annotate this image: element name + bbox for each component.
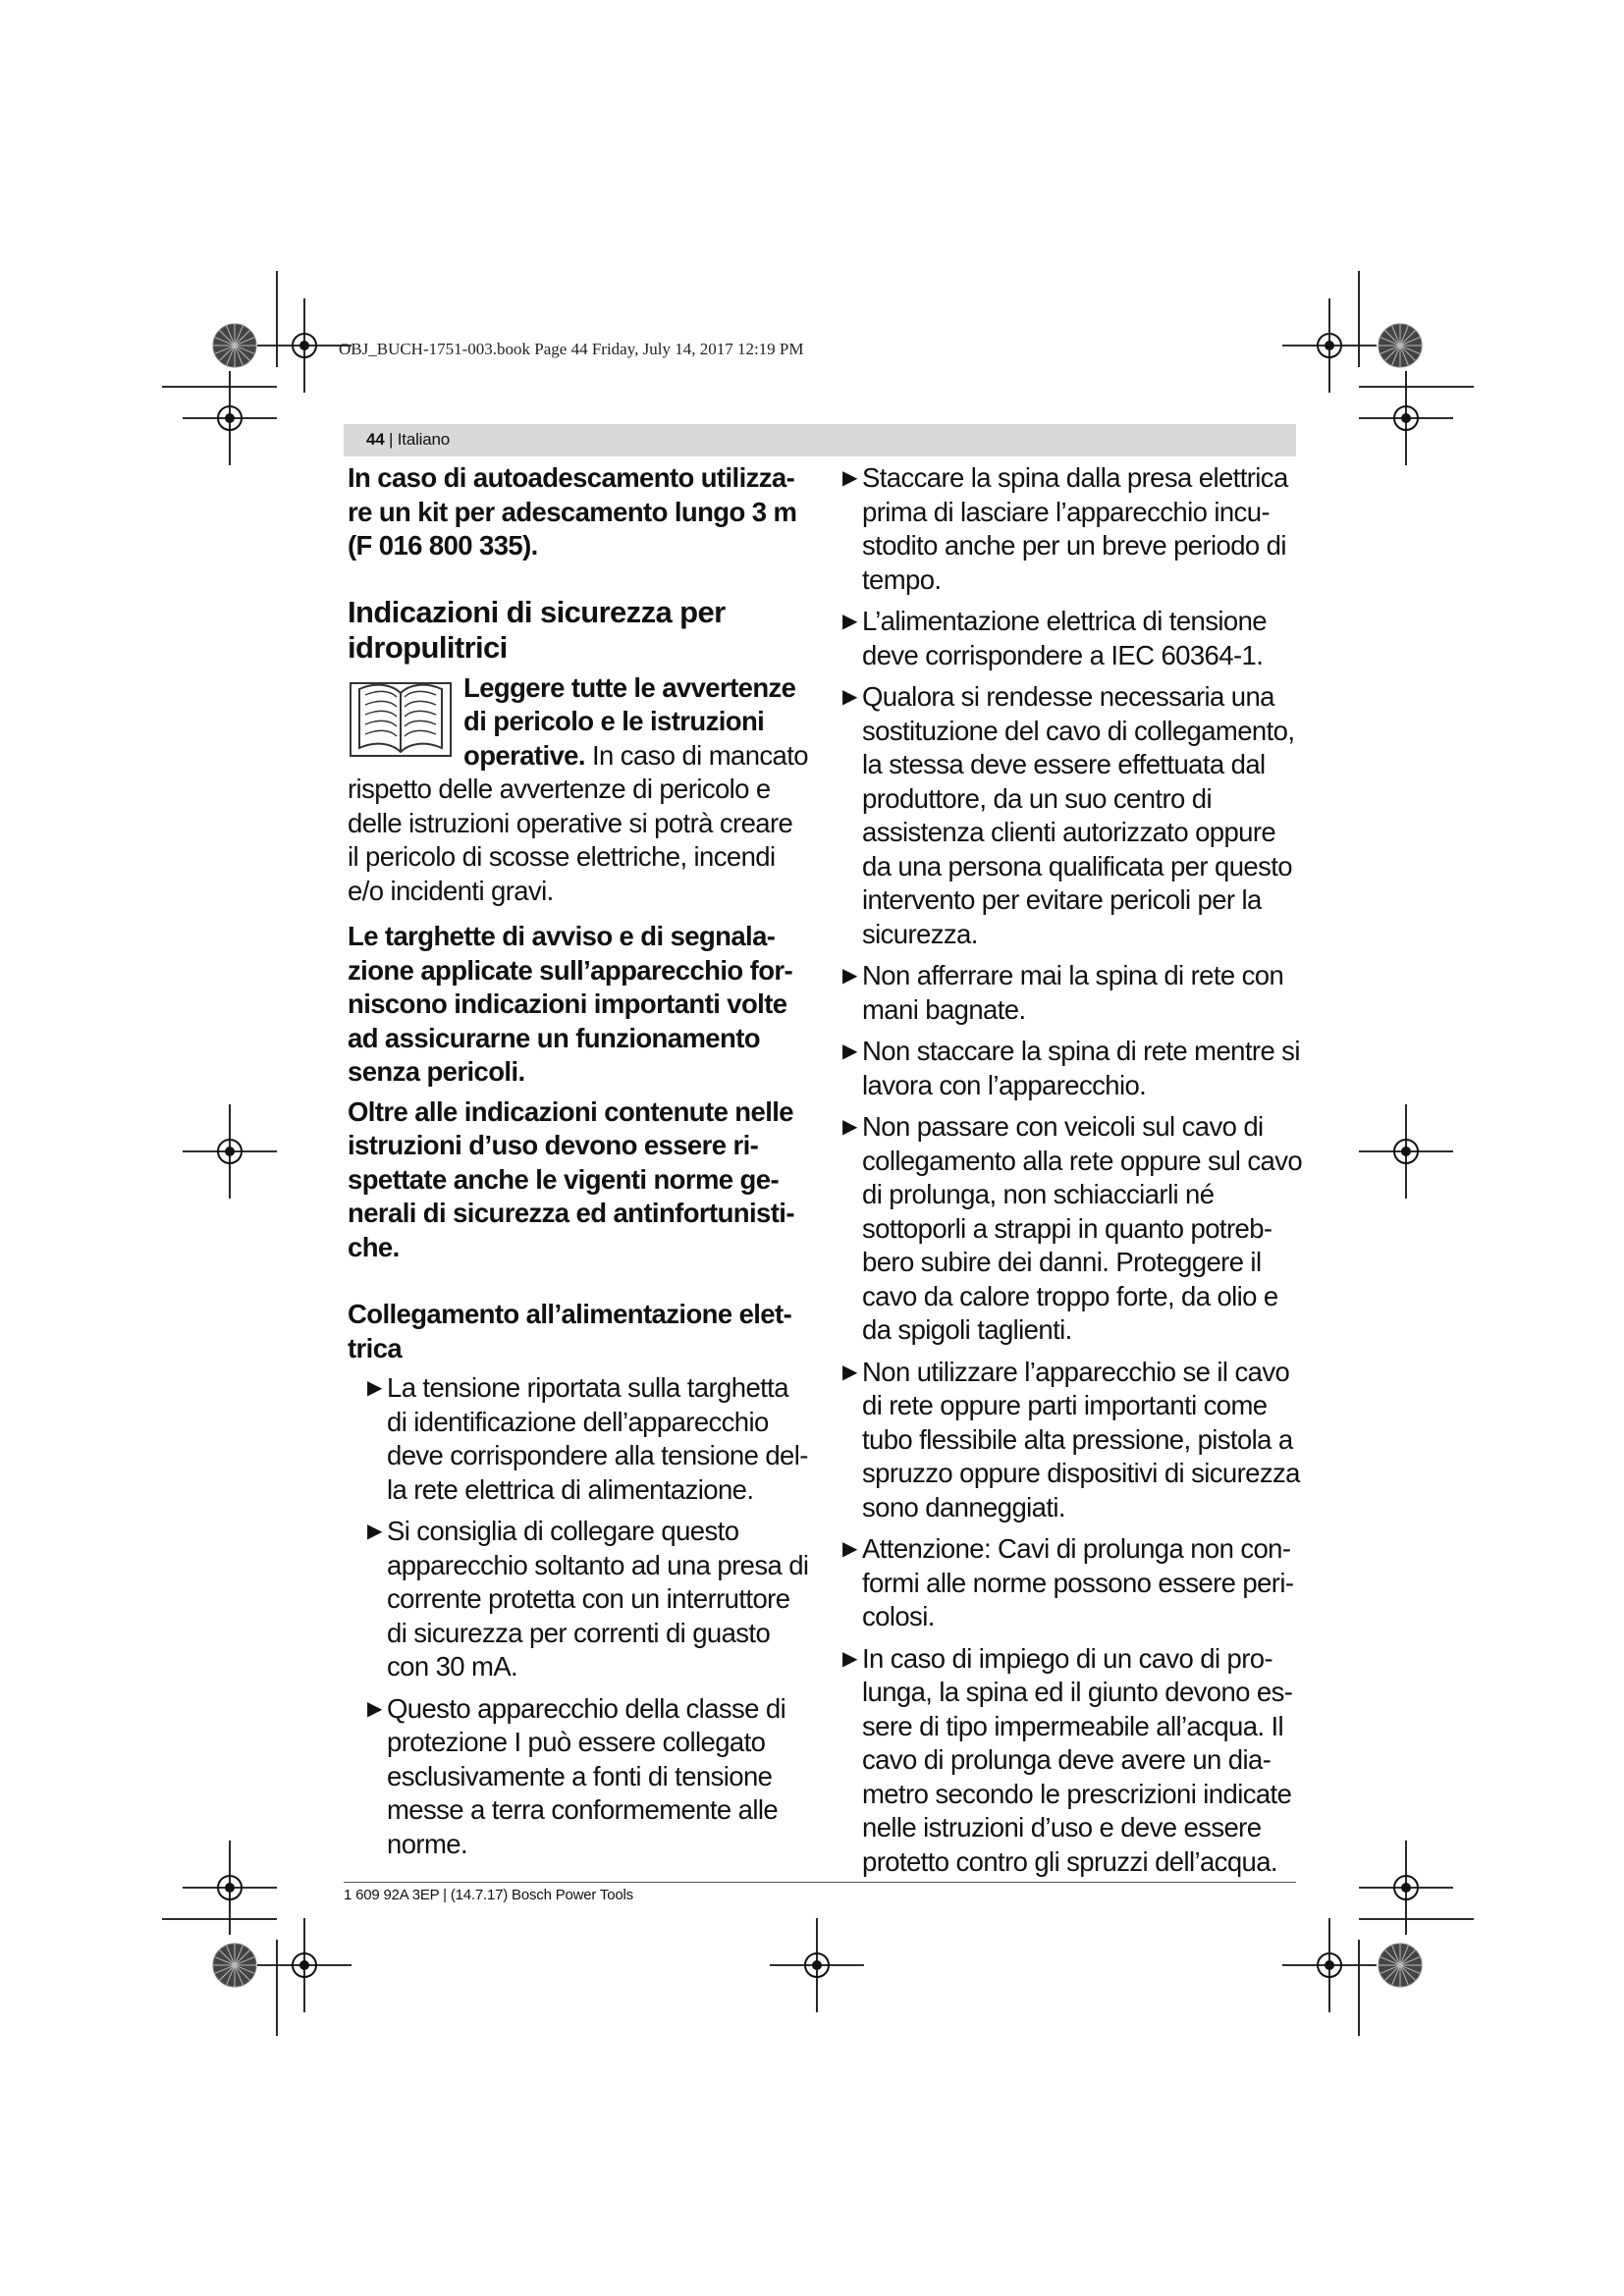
open-book-icon <box>348 675 454 762</box>
bullet-arrow-icon: ▶ <box>842 1361 858 1383</box>
list-item: ▶ Non staccare la spina di rete mentre si lavora con l’apparecchio. <box>842 1036 1300 1100</box>
bullet-arrow-icon: ▶ <box>842 1647 858 1670</box>
crosshair-icon <box>183 371 277 465</box>
crosshair-icon <box>257 298 352 393</box>
electrical-bullets <box>348 1371 809 1861</box>
subsection-title: Collegamento all’alimentazione elettrica <box>348 1299 792 1363</box>
list-item: ▶ Staccare la spina dalla presa elettrica prima di lasciare l’apparecchio incustodito anche per un breve periodo di tempo. <box>842 462 1288 595</box>
crosshair-icon <box>183 1104 277 1199</box>
list-item: ▶ Qualora si rendesse necessaria una sostituzione del cavo di collegamento, la stessa deve essere effettuata dal produttore, da un suo centro di assistenza clienti autorizzato oppure da una persona qualificata per questo intervento per evitare pericoli per la sicurezza. <box>842 681 1295 949</box>
crosshair-icon <box>257 1918 352 2012</box>
bullet-arrow-icon: ▶ <box>367 1521 383 1542</box>
footer-rule <box>344 1882 1296 1883</box>
list-item: ▶ In caso di impiego di un cavo di prolunga, la spina ed il giunto devono essere di tipo impermeabile all’acqua. Il cavo di prolunga deve avere un diametro secondo le prescrizioni indicate nelle istruzioni d’uso e deve essere protetto contro gli spruzzi dell’acqua. <box>842 1642 1293 1877</box>
warning-text: In caso di mancato rispetto delle avvertenze di pericolo e delle istruzioni operative si potrà creare il pericolo di scosse elettriche, incendi e/o incidenti gravi. <box>348 739 808 906</box>
list-item: ▶ Non afferrare mai la spina di rete con mani bagnate. <box>842 960 1284 1025</box>
crosshair-icon <box>183 1841 277 1935</box>
crosshair-icon <box>1359 371 1453 465</box>
page-footer: 1 609 92A 3EP | (14.7.17) Bosch Power Tools <box>344 1887 633 1903</box>
bullet-arrow-icon: ▶ <box>367 1377 383 1399</box>
book-file-info: OBJ_BUCH-1751-003.book Page 44 Friday, July 14, 2017 12:19 PM <box>339 340 804 358</box>
list-item: ▶ Non utilizzare l’apparecchio se il cavo di rete oppure parti importanti come tubo flessibile alta pressione, pistola a spruzzo oppure dispositivi di sicurezza sono danneggiati. <box>842 1356 1300 1522</box>
registration-star-icon <box>213 1944 256 1987</box>
section-title: Indicazioni di sicurezza per idropulitrici <box>348 594 726 665</box>
crosshair-icon <box>1359 1841 1453 1935</box>
left-column <box>348 461 809 1861</box>
list-item: ▶ Non passare con veicoli sul cavo di collegamento alla rete oppure sul cavo di prolunga, non schiacciarli né sottoporli a strappi in quanto potrebbero subire dei danni. Proteggere il cavo da calore troppo forte, da olio e da spigoli taglienti. <box>842 1111 1303 1345</box>
bullet-arrow-icon: ▶ <box>842 611 858 632</box>
read-instructions-warning <box>348 671 809 909</box>
page-number: 44 <box>366 430 385 449</box>
crosshair-icon <box>1359 1104 1453 1199</box>
page-header-band <box>344 424 1296 456</box>
list-item: ▶ L’alimentazione elettrica di tensione deve corrispondere a IEC 60364-1. <box>842 606 1267 670</box>
list-item: ▶ Si consiglia di collegare questo apparecchio soltanto ad una presa di corrente protetta con un interruttore di sicurezza per correnti di guasto con 30 mA. <box>367 1516 809 1682</box>
list-item: ▶ La tensione riportata sulla targhetta di identificazione dell’apparecchio deve corrispondere alla tensione della rete elettrica di alimentazione. <box>367 1372 809 1505</box>
bullet-arrow-icon: ▶ <box>842 1116 858 1138</box>
registration-star-icon <box>1379 324 1422 367</box>
crosshair-icon <box>770 1918 864 2012</box>
list-item: ▶ Questo apparecchio della classe di protezione I può essere collegato esclusivamente a fonti di tensione messe a terra conformemente alle norme. <box>367 1692 786 1859</box>
intro-note: In caso di autoadescamento utilizzare un kit per adescamento lungo 3 m (F 016 800 335). <box>348 462 797 561</box>
crosshair-icon <box>1282 298 1377 393</box>
bullet-arrow-icon: ▶ <box>842 1041 858 1062</box>
crosshair-icon <box>1282 1918 1377 2012</box>
registration-star-icon <box>213 324 256 367</box>
bullet-arrow-icon: ▶ <box>367 1697 383 1720</box>
page-header <box>366 430 450 450</box>
bullet-arrow-icon: ▶ <box>842 965 858 987</box>
registration-star-icon <box>1379 1944 1422 1987</box>
header-separator: | <box>384 430 398 449</box>
bullet-arrow-icon: ▶ <box>842 467 858 489</box>
warning-bold: Leggere tutte le avvertenze di pericolo e le istruzioni operative. <box>463 671 796 771</box>
warning-labels-paragraph: Le targhette di avviso e di segnalazione applicate sull’apparecchio forniscono indicazioni importanti volte ad assicurarne un funzionamento senza pericoli. <box>348 921 793 1087</box>
general-rules-paragraph: Oltre alle indicazioni contenute nelle istruzioni d’uso devono essere rispettate anche le vigenti norme generali di sicurezza ed antinfortunistiche. <box>348 1095 795 1262</box>
header-language: Italiano <box>397 430 450 449</box>
bullet-arrow-icon: ▶ <box>842 1538 858 1560</box>
bullet-arrow-icon: ▶ <box>842 686 858 708</box>
list-item: ▶ Attenzione: Cavi di prolunga non conformi alle norme possono essere pericolosi. <box>842 1533 1295 1631</box>
right-column <box>842 461 1304 1879</box>
